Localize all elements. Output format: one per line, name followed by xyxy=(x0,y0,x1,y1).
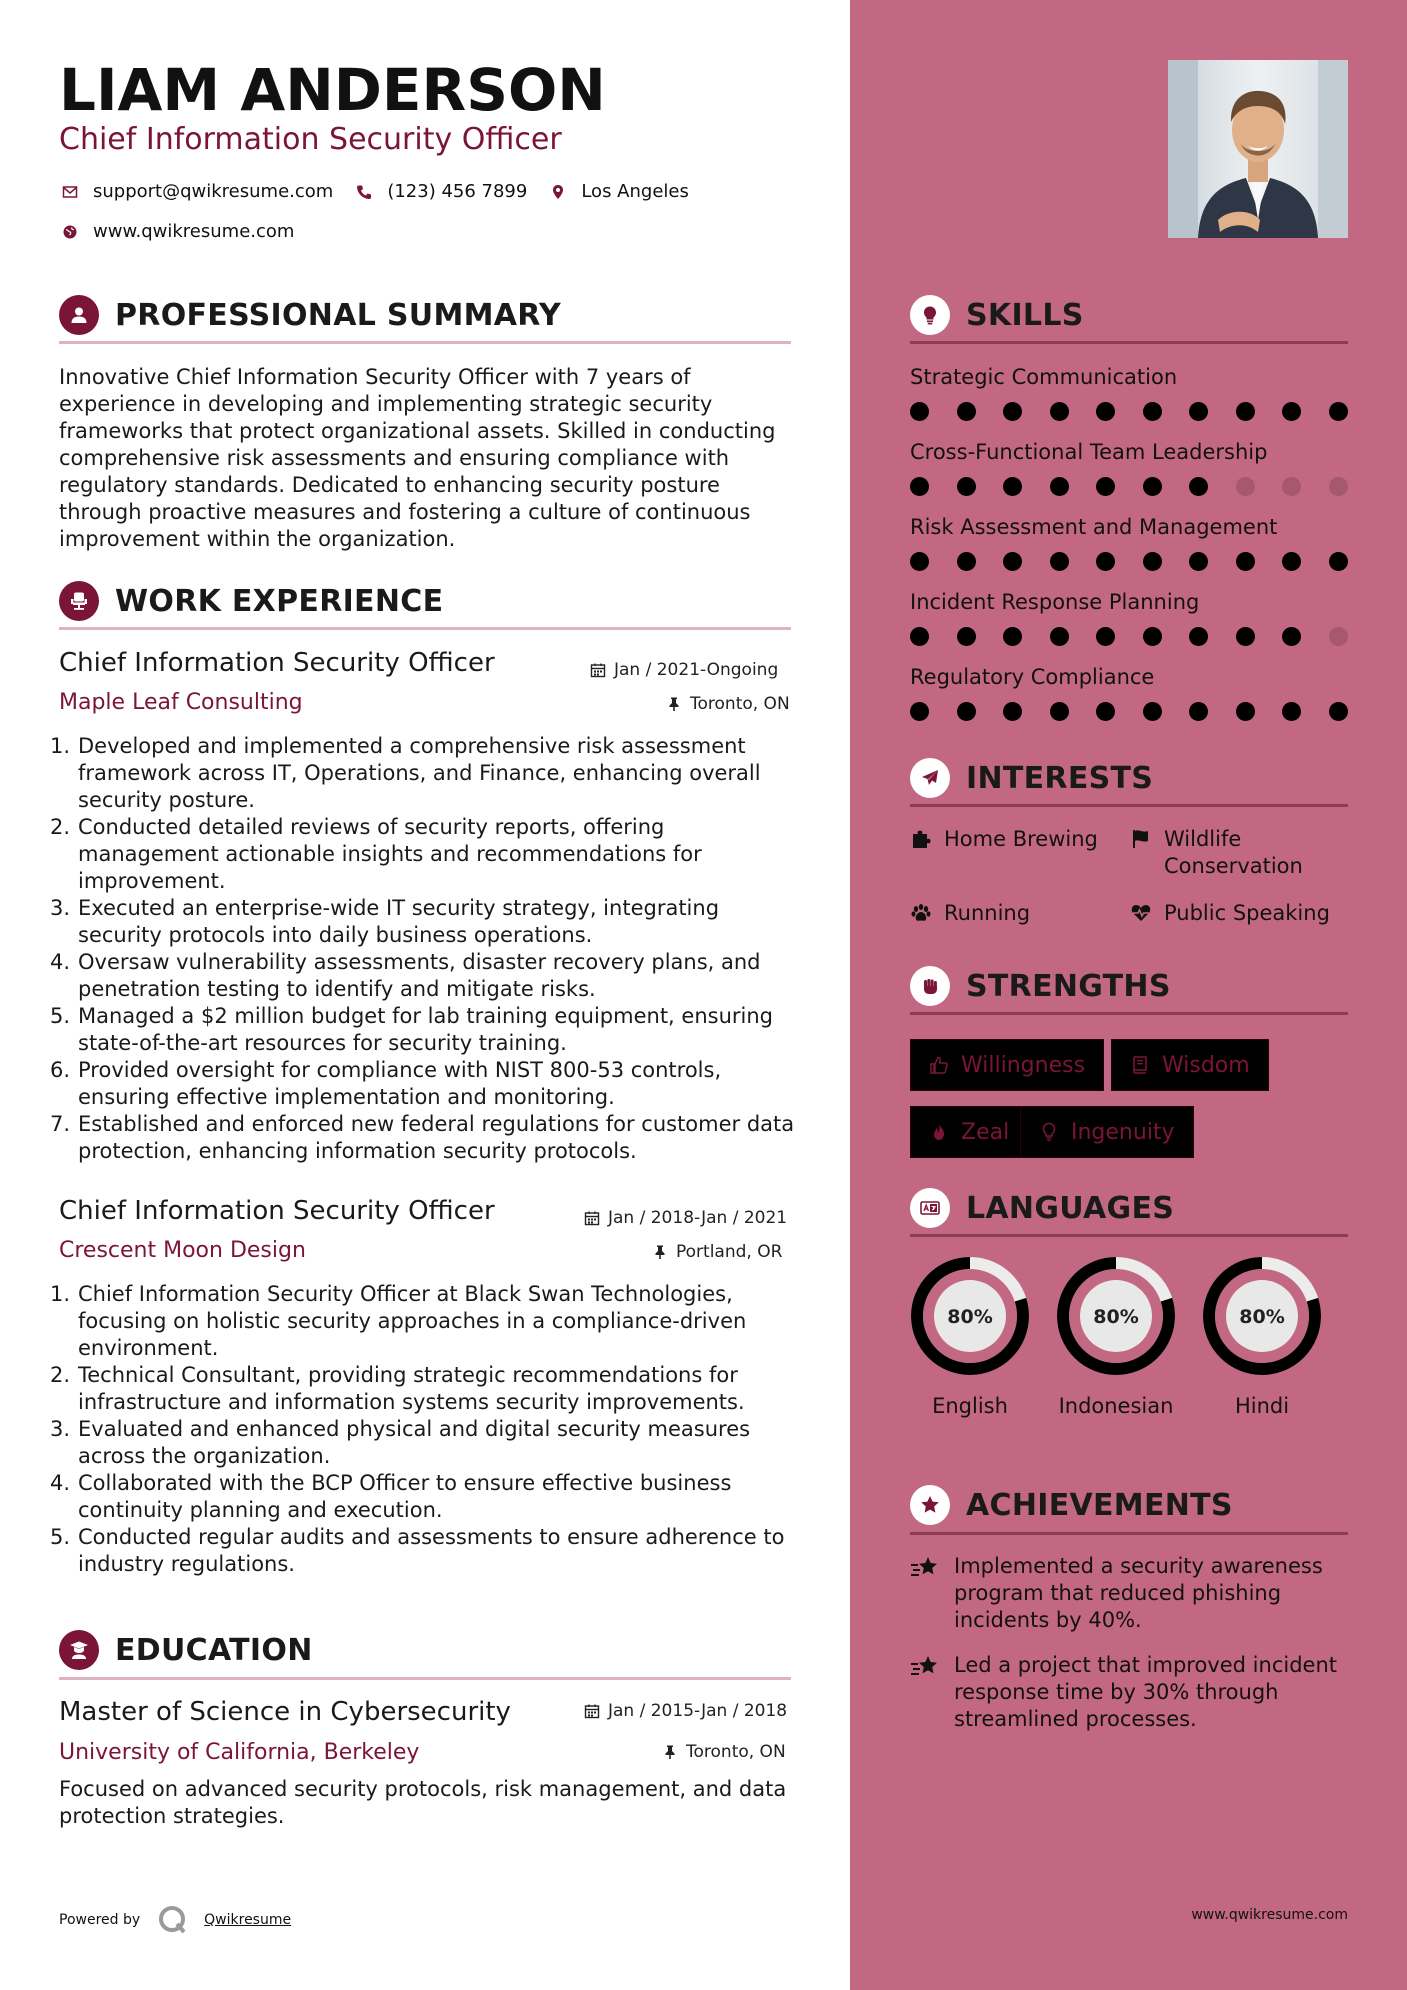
rating-dot-filled xyxy=(1189,552,1208,571)
job-location: Portland, OR xyxy=(652,1242,782,1262)
rating-dot-filled xyxy=(957,627,976,646)
rating-dot-empty xyxy=(1329,627,1348,646)
skill-rating xyxy=(910,627,1375,646)
lightbulb-icon xyxy=(1039,1122,1059,1142)
skill-rating xyxy=(910,477,1375,496)
lightbulb-icon xyxy=(910,295,950,335)
list-item: 3. Evaluated and enhanced physical and digital security measures across the organization. xyxy=(50,1417,751,1468)
pushpin-icon xyxy=(666,696,682,712)
list-item: 4. Collaborated with the BCP Officer to ensure effective business continuity planning and execution. xyxy=(50,1471,732,1522)
globe-icon xyxy=(59,223,81,241)
achievement-item: Led a project that improved incident response time by 30% through streamlined processes. xyxy=(910,1652,1350,1733)
language-item xyxy=(909,1255,1031,1418)
user-icon xyxy=(59,295,99,335)
rating-dot-filled xyxy=(1143,477,1162,496)
rating-dot-filled xyxy=(1096,552,1115,571)
job-responsibilities xyxy=(50,1281,795,1578)
rating-dot-filled xyxy=(1003,402,1022,421)
powered-by: Powered by Qwikresume xyxy=(59,1903,291,1937)
achievements-heading: ACHIEVEMENTS xyxy=(910,1485,1233,1525)
map-marker-icon xyxy=(547,183,569,201)
skill-name: Regulatory Compliance xyxy=(910,665,1155,689)
rating-dot-filled xyxy=(1096,702,1115,721)
calendar-icon xyxy=(584,1703,600,1719)
education-location: Toronto, ON xyxy=(662,1742,786,1762)
flame-icon xyxy=(929,1122,949,1142)
rating-dot-filled xyxy=(957,477,976,496)
thumbs-up-icon xyxy=(929,1055,949,1075)
heartbeat-icon xyxy=(1130,902,1152,924)
pushpin-icon xyxy=(662,1744,678,1760)
rating-dot-filled xyxy=(1050,627,1069,646)
experience-divider xyxy=(59,627,791,630)
interests-divider xyxy=(910,804,1348,807)
job-company: Crescent Moon Design xyxy=(59,1238,306,1263)
strengths-divider xyxy=(910,1012,1348,1015)
paw-icon xyxy=(910,902,932,924)
interest-item: Home Brewing xyxy=(910,826,1125,853)
flag-icon xyxy=(1130,828,1152,850)
rating-dot-filled xyxy=(1096,477,1115,496)
contact-location: Los Angeles xyxy=(581,181,689,202)
rating-dot-filled xyxy=(1236,702,1255,721)
rating-dot-filled xyxy=(1143,402,1162,421)
skills-heading: SKILLS xyxy=(910,295,1084,335)
language-progress-ring xyxy=(909,1255,1031,1377)
graduate-icon xyxy=(59,1630,99,1670)
office-chair-icon xyxy=(59,581,99,621)
svg-text:80%: 80% xyxy=(1093,1306,1139,1328)
rating-dot-filled xyxy=(910,627,929,646)
contact-phone[interactable]: (123) 456 7899 xyxy=(387,181,528,202)
interest-item: Wildlife Conservation xyxy=(1130,826,1350,880)
rating-dot-filled xyxy=(1050,702,1069,721)
skill-rating xyxy=(910,702,1375,721)
candidate-name: LIAM ANDERSON xyxy=(59,56,606,124)
list-item: 6. Provided oversight for compliance with NIST 800-53 controls, ensuring effective implementation and monitoring. xyxy=(50,1058,722,1109)
rating-dot-filled xyxy=(1096,627,1115,646)
calendar-icon xyxy=(590,662,606,678)
language-progress-ring xyxy=(1201,1255,1323,1377)
skill-name: Risk Assessment and Management xyxy=(910,515,1278,539)
job-title: Chief Information Security Officer xyxy=(59,1196,495,1226)
list-item: 4. Oversaw vulnerability assessments, disaster recovery plans, and penetration testing to identify and mitigate risks. xyxy=(50,950,761,1001)
rating-dot-filled xyxy=(1329,402,1348,421)
language-name: English xyxy=(932,1394,1008,1418)
rating-dot-filled xyxy=(1189,627,1208,646)
education-heading: EDUCATION xyxy=(59,1630,313,1670)
list-item: 5. Managed a $2 million budget for lab training equipment, ensuring state-of-the-art resources for security training. xyxy=(50,1004,773,1055)
skill-name: Cross-Functional Team Leadership xyxy=(910,440,1268,464)
job-responsibilities xyxy=(50,733,795,1165)
job-dates: Jan / 2021-Ongoing xyxy=(590,660,778,680)
candidate-title: Chief Information Security Officer xyxy=(59,122,562,157)
summary-heading: PROFESSIONAL SUMMARY xyxy=(59,295,561,335)
puzzle-icon xyxy=(910,828,932,850)
list-item: 2. Technical Consultant, providing strategic recommendations for infrastructure and information systems security improvements. xyxy=(50,1363,745,1414)
strengths-heading: STRENGTHS xyxy=(910,966,1171,1006)
languages-divider xyxy=(910,1234,1348,1237)
rating-dot-filled xyxy=(910,702,929,721)
list-item: 1. Chief Information Security Officer at Black Swan Technologies, focusing on holistic security approaches in a compliance-driven environment. xyxy=(50,1282,747,1360)
contact-website[interactable]: www.qwikresume.com xyxy=(93,221,295,242)
contact-row-2 xyxy=(59,221,314,242)
list-item: 7. Established and enforced new federal regulations for customer data protection, enhancing information security protocols. xyxy=(50,1112,795,1163)
contact-row xyxy=(59,181,709,202)
rating-dot-filled xyxy=(1003,552,1022,571)
rating-dot-filled xyxy=(1282,402,1301,421)
strength-tag: Wisdom xyxy=(1111,1039,1269,1091)
calendar-icon xyxy=(584,1210,600,1226)
book-icon xyxy=(1130,1055,1150,1075)
summary-text: Innovative Chief Information Security Officer with 7 years of experience in developing and implementing strategic security frameworks that protect organizational assets. Skilled in conducting comprehensive risk assessments and ensuring compliance with regulatory standards. Dedicated to enhancing security posture through proactive measures and fostering a culture of continuous improvement within the organization. xyxy=(59,365,776,551)
language-name: Hindi xyxy=(1234,1394,1290,1418)
skill-rating xyxy=(910,552,1375,571)
rating-dot-filled xyxy=(1189,402,1208,421)
skills-divider xyxy=(910,341,1348,344)
languages-heading: LANGUAGES xyxy=(910,1188,1174,1228)
profile-photo xyxy=(1168,60,1348,238)
rating-dot-filled xyxy=(1143,627,1162,646)
rating-dot-filled xyxy=(1003,702,1022,721)
rating-dot-filled xyxy=(957,402,976,421)
rating-dot-filled xyxy=(1282,552,1301,571)
rating-dot-filled xyxy=(1189,702,1208,721)
job-location: Toronto, ON xyxy=(666,694,790,714)
rating-dot-filled xyxy=(1236,627,1255,646)
rating-dot-filled xyxy=(910,477,929,496)
rating-dot-filled xyxy=(1143,702,1162,721)
skill-rating xyxy=(910,402,1375,421)
achievement-item: Implemented a security awareness program that reduced phishing incidents by 40%. xyxy=(910,1553,1350,1634)
rating-dot-filled xyxy=(1189,477,1208,496)
summary-divider xyxy=(59,341,791,344)
rating-dot-filled xyxy=(957,552,976,571)
rating-dot-filled xyxy=(1050,402,1069,421)
language-progress-ring xyxy=(1055,1255,1177,1377)
list-item: 1. Developed and implemented a comprehensive risk assessment framework across IT, Operations, and Finance, enhancing overall security posture. xyxy=(50,734,761,812)
rating-dot-filled xyxy=(910,552,929,571)
interest-item: Public Speaking xyxy=(1130,900,1352,927)
svg-text:80%: 80% xyxy=(1239,1306,1285,1328)
strength-tag: Zeal xyxy=(910,1106,1028,1158)
job-dates: Jan / 2018-Jan / 2021 xyxy=(584,1208,787,1228)
job-title: Chief Information Security Officer xyxy=(59,648,495,678)
interests-heading: INTERESTS xyxy=(910,758,1153,798)
rating-dot-filled xyxy=(1003,627,1022,646)
contact-email[interactable]: support@qwikresume.com xyxy=(93,181,334,202)
rating-dot-filled xyxy=(1236,552,1255,571)
education-divider xyxy=(59,1677,791,1680)
star-icon xyxy=(910,1485,950,1525)
degree-title: Master of Science in Cybersecurity xyxy=(59,1697,511,1727)
rating-dot-filled xyxy=(1050,552,1069,571)
rating-dot-empty xyxy=(1329,477,1348,496)
paper-plane-icon xyxy=(910,758,950,798)
shooting-star-icon xyxy=(910,1654,940,1680)
language-icon xyxy=(910,1188,950,1228)
achievements-divider xyxy=(910,1532,1348,1535)
interest-item: Running xyxy=(910,900,1125,927)
strength-tag: Ingenuity xyxy=(1020,1106,1194,1158)
language-item xyxy=(1055,1255,1177,1418)
education-description: Focused on advanced security protocols, risk management, and data protection strategies. xyxy=(59,1777,787,1828)
rating-dot-filled xyxy=(1050,477,1069,496)
rating-dot-empty xyxy=(1236,477,1255,496)
education-dates: Jan / 2015-Jan / 2018 xyxy=(584,1701,787,1721)
pushpin-icon xyxy=(652,1244,668,1260)
skill-name: Incident Response Planning xyxy=(910,590,1200,614)
experience-heading: WORK EXPERIENCE xyxy=(59,581,443,621)
rating-dot-filled xyxy=(1329,552,1348,571)
list-item: 5. Conducted regular audits and assessments to ensure adherence to industry regulations. xyxy=(50,1525,785,1576)
school-name: University of California, Berkeley xyxy=(59,1740,420,1765)
strength-tag: Willingness xyxy=(910,1039,1104,1091)
list-item: 2. Conducted detailed reviews of security reports, offering management actionable insights and recommendations for improvement. xyxy=(50,815,702,893)
phone-icon xyxy=(353,183,375,201)
rating-dot-filled xyxy=(1236,402,1255,421)
shooting-star-icon xyxy=(910,1555,940,1581)
footer-website[interactable]: www.qwikresume.com xyxy=(1191,1907,1348,1923)
qwikresume-link[interactable]: Qwikresume xyxy=(204,1912,292,1928)
rating-dot-filled xyxy=(957,702,976,721)
list-item: 3. Executed an enterprise-wide IT security strategy, integrating security protocols into daily business operations. xyxy=(50,896,720,947)
rating-dot-filled xyxy=(1329,702,1348,721)
language-item xyxy=(1201,1255,1323,1418)
rating-dot-filled xyxy=(1282,627,1301,646)
qwikresume-logo-icon xyxy=(156,1903,190,1937)
rating-dot-filled xyxy=(1003,477,1022,496)
rating-dot-empty xyxy=(1282,477,1301,496)
language-name: Indonesian xyxy=(1058,1394,1174,1418)
envelope-icon xyxy=(59,183,81,201)
rating-dot-filled xyxy=(1282,702,1301,721)
svg-text:80%: 80% xyxy=(947,1306,993,1328)
job-company: Maple Leaf Consulting xyxy=(59,690,303,715)
rating-dot-filled xyxy=(1143,552,1162,571)
rating-dot-filled xyxy=(1096,402,1115,421)
fist-icon xyxy=(910,966,950,1006)
skill-name: Strategic Communication xyxy=(910,365,1178,389)
rating-dot-filled xyxy=(910,402,929,421)
